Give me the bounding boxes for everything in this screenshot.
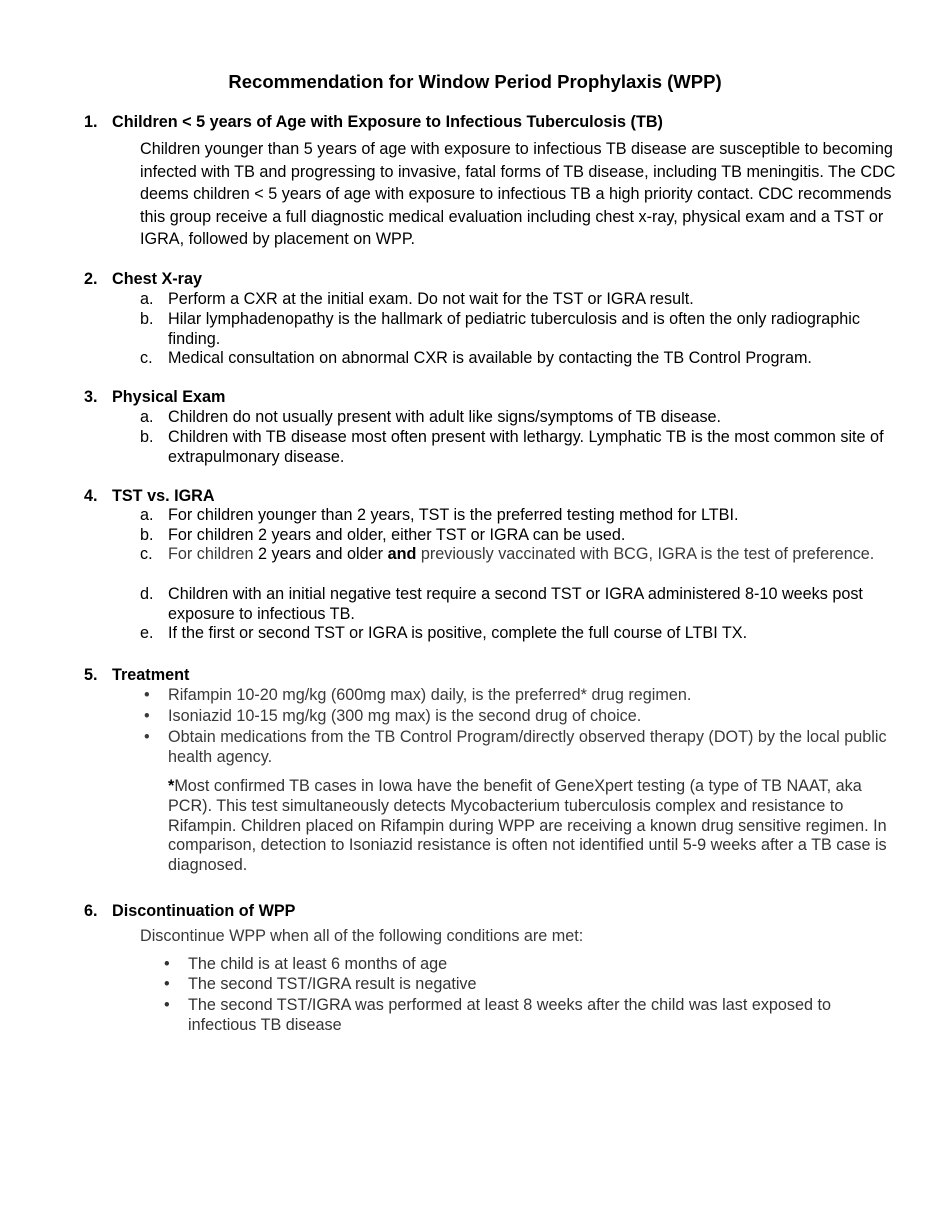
list-item-text: If the first or second TST or IGRA is positive, complete the full course of LTBI TX. xyxy=(168,624,748,642)
text-run-bold: and xyxy=(387,545,417,563)
bullet-icon: • xyxy=(164,996,170,1014)
section-title: Children < 5 years of Age with Exposure to Infectious Tuberculosis (TB) xyxy=(112,113,663,131)
section-title: TST vs. IGRA xyxy=(112,487,215,505)
bullet-item xyxy=(140,686,900,706)
list-item xyxy=(140,526,900,546)
list-marker: a. xyxy=(140,506,154,524)
bullet-icon: • xyxy=(164,975,170,993)
list-marker: d. xyxy=(140,585,154,603)
section-6-intro: Discontinue WPP when all of the following conditions are met: xyxy=(140,927,584,945)
list-marker: e. xyxy=(140,624,154,642)
text-run: previously vaccinated with BCG, IGRA is the test of preference. xyxy=(416,545,875,563)
section-6-heading xyxy=(84,901,295,921)
section-2-heading xyxy=(84,269,202,289)
list-marker: a. xyxy=(140,290,154,308)
list-item-text: Children do not usually present with adult like signs/symptoms of TB disease. xyxy=(168,408,722,426)
bullet-text: The child is at least 6 months of age xyxy=(188,955,448,973)
section-number: 6. xyxy=(84,902,98,920)
list-item xyxy=(140,624,900,644)
footnote-text: Most confirmed TB cases in Iowa have the benefit of GeneXpert testing (a type of TB NAAT, aka PCR). This test simultaneously detects Mycobacterium tuberculosis complex and resistance to Rifampin. Children placed on Rifampin during WPP are receiving a known drug sensitive regimen. In comparison, detection to Isoniazid resistance is often not identified until 5-9 weeks after a TB case is diagnosed. xyxy=(168,777,887,875)
section-title: Discontinuation of WPP xyxy=(112,902,296,920)
list-item-text: Children with TB disease most often present with lethargy. Lymphatic TB is the most common site of extrapulmonary disease. xyxy=(168,428,884,466)
bullet-icon: • xyxy=(144,686,150,704)
section-title: Treatment xyxy=(112,666,190,684)
section-number: 4. xyxy=(84,487,98,505)
list-marker: a. xyxy=(140,408,154,426)
list-item xyxy=(140,585,900,624)
section-5-heading xyxy=(84,665,189,685)
bullet-icon: • xyxy=(144,707,150,725)
section-number: 1. xyxy=(84,113,98,131)
section-number: 5. xyxy=(84,666,98,684)
list-item-text: Children with an initial negative test require a second TST or IGRA administered 8-10 weeks post exposure to infectious TB. xyxy=(168,585,863,623)
bullet-icon: • xyxy=(144,728,150,746)
list-marker: c. xyxy=(140,545,153,563)
section-4-heading xyxy=(84,486,215,506)
text-run: For children xyxy=(168,545,258,563)
bullet-item xyxy=(160,975,900,995)
list-item xyxy=(140,349,900,369)
list-marker: b. xyxy=(140,526,154,544)
bullet-item xyxy=(160,955,900,975)
list-item-text: Medical consultation on abnormal CXR is available by contacting the TB Control Program. xyxy=(168,349,812,367)
section-number: 2. xyxy=(84,270,98,288)
document-title: Recommendation for Window Period Prophylaxis (WPP) xyxy=(228,71,722,92)
bullet-text: Isoniazid 10-15 mg/kg (300 mg max) is the second drug of choice. xyxy=(168,707,642,725)
footnote-star: * xyxy=(168,777,175,795)
bullet-text: Obtain medications from the TB Control Program/directly observed therapy (DOT) by the local public health agency. xyxy=(168,728,887,766)
list-item xyxy=(140,408,900,428)
list-item xyxy=(140,290,900,310)
list-item-text: For children younger than 2 years, TST is the preferred testing method for LTBI. xyxy=(168,506,739,524)
section-3-heading xyxy=(84,387,225,407)
list-item xyxy=(140,310,900,349)
list-marker: b. xyxy=(140,310,154,328)
bullet-item xyxy=(140,728,900,767)
list-marker: b. xyxy=(140,428,154,446)
bullet-text: Rifampin 10-20 mg/kg (600mg max) daily, is the preferred* drug regimen. xyxy=(168,686,692,704)
footnote xyxy=(168,777,898,876)
section-1-paragraph: Children younger than 5 years of age with exposure to infectious TB disease are susceptible to becoming infected with TB and progressing to invasive, fatal forms of TB disease, including TB meningitis. The CDC deems children < 5 years of age with exposure to infectious TB a high priority contact. CDC recommends this group receive a full diagnostic medical evaluation including chest x-ray, physical exam and a TST or IGRA, followed by placement on WPP. xyxy=(140,140,896,249)
text-run: 2 years and older xyxy=(257,545,388,563)
bullet-item xyxy=(140,707,900,727)
section-title: Physical Exam xyxy=(112,388,226,406)
list-item-text: For children 2 years and older, either TST or IGRA can be used. xyxy=(168,526,626,544)
list-marker: c. xyxy=(140,349,153,367)
bullet-item xyxy=(160,996,900,1035)
section-number: 3. xyxy=(84,388,98,406)
list-item-text: Hilar lymphadenopathy is the hallmark of pediatric tuberculosis and is often the only radiographic finding. xyxy=(168,310,860,348)
list-item xyxy=(140,545,900,565)
section-title: Chest X-ray xyxy=(112,270,202,288)
list-item xyxy=(140,428,900,467)
bullet-text: The second TST/IGRA result is negative xyxy=(188,975,477,993)
bullet-text: The second TST/IGRA was performed at least 8 weeks after the child was last exposed to infectious TB disease xyxy=(188,996,832,1034)
list-item xyxy=(140,506,900,526)
list-item-text: Perform a CXR at the initial exam. Do not wait for the TST or IGRA result. xyxy=(168,290,694,308)
section-1-heading xyxy=(84,112,663,132)
bullet-icon: • xyxy=(164,955,170,973)
list-item-text xyxy=(168,545,900,565)
